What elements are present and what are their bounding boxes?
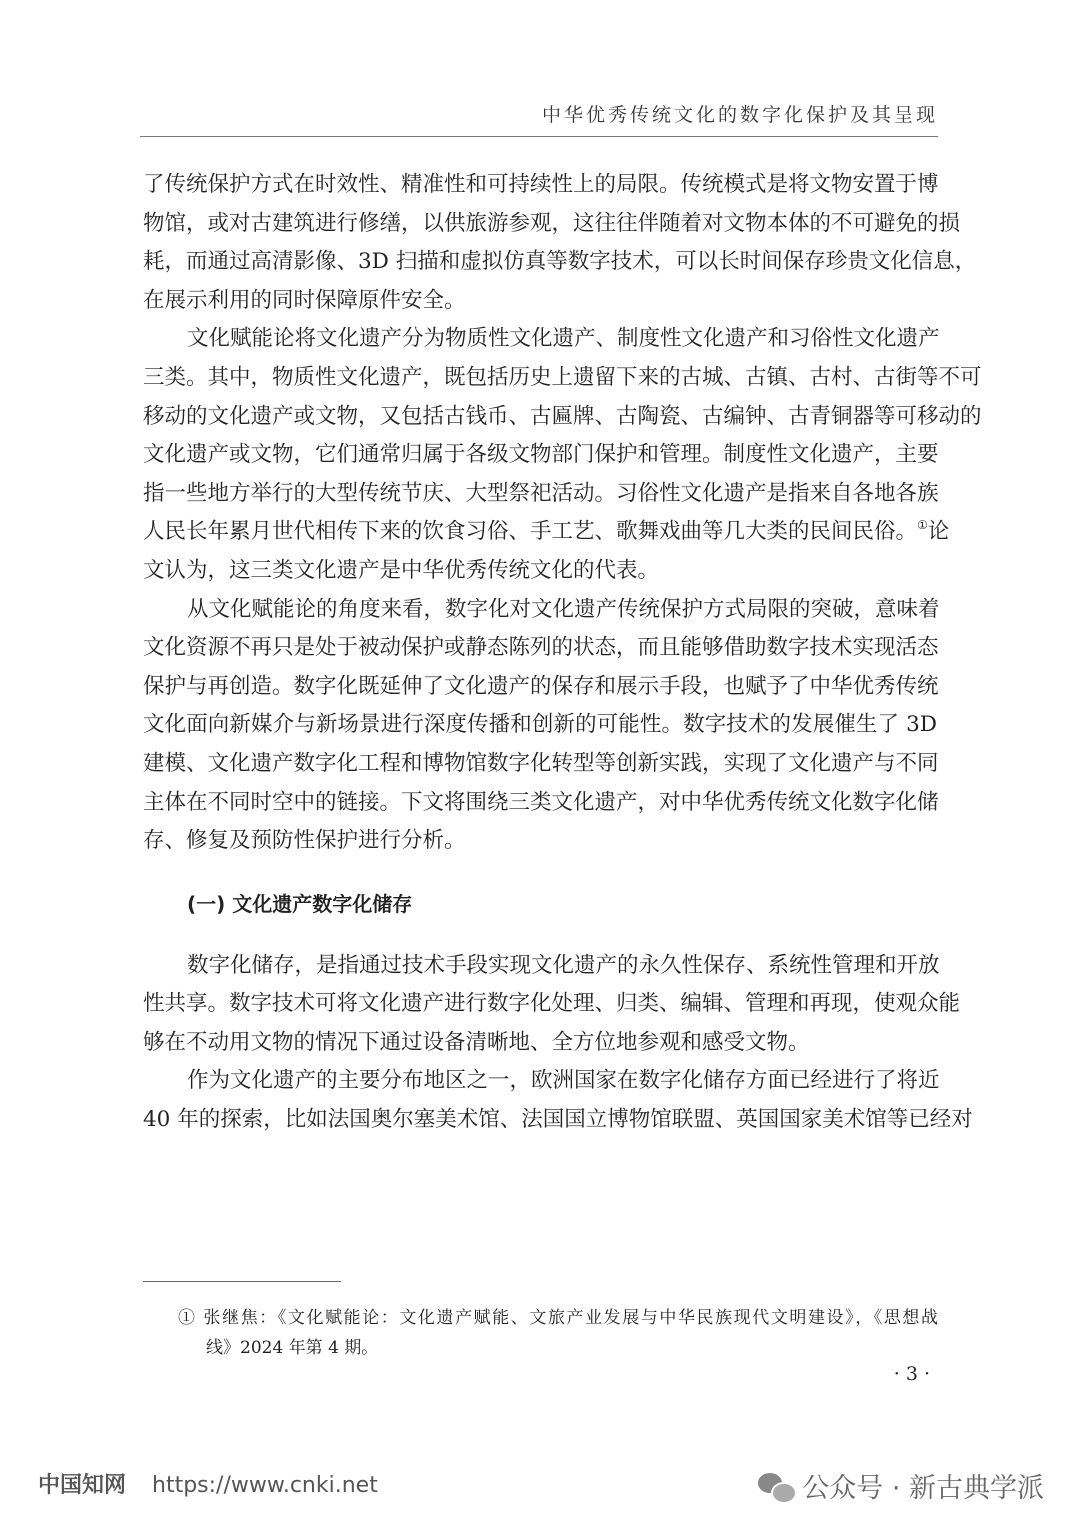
text-line: 在展示利用的同时保障原件安全。 [143,287,466,313]
text-line: 物馆，或对古建筑进行修缮，以供旅游参观，这往往伴随着对文物本体的不可避免的损 [143,210,961,236]
text-line: 建模、文化遗产数字化工程和博物馆数字化转型等创新实践，实现了文化遗产与不同 [143,750,939,776]
running-header: 中华优秀传统文化的数字化保护及其呈现 [541,104,938,126]
line-text: 人民长年累月世代相传下来的饮食习俗、手工艺、歌舞戏曲等几大类的民间民俗。 [143,519,918,545]
text-line: 文认为，这三类文化遗产是中华优秀传统文化的代表。 [143,557,660,583]
text-line: 文化面向新媒介与新场景进行深度传播和创新的可能性。数字技术的发展催生了 3D [143,712,937,738]
header-rule [140,136,938,137]
line-text: 论 [927,519,950,545]
paragraph [143,166,977,320]
wechat-icon [758,1471,794,1501]
text-line: 三类。其中，物质性文化遗产，既包括历史上遗留下来的古城、古镇、古村、古街等不可 [143,364,982,390]
text-line: 了传统保护方式在时效性、精准性和可持续性上的局限。传统模式是将文物安置于博 [143,172,939,197]
text-line: 主体在不同时空中的链接。下文将围绕三类文化遗产，对中华优秀传统文化数字化储 [143,789,939,815]
text-line [143,513,950,552]
page-number: · 3 · [893,1363,930,1385]
paragraph [143,591,940,861]
section-heading: (一) 文化遗产数字化储存 [187,891,413,916]
cnki-brand: 中国知网 [38,1473,127,1498]
paragraph [143,1062,973,1139]
footnote-rule [143,1281,341,1282]
cnki-url: https://www.cnki.net [152,1473,378,1498]
footnote-line: 线》2024 年第 4 期。 [206,1338,379,1358]
footnote-line: ① 张继焦：《文化赋能论：文化遗产赋能、文旅产业发展与中华民族现代文明建设》，《思想战 [178,1308,938,1328]
text-line: 文化赋能论将文化遗产分为物质性文化遗产、制度性文化遗产和习俗性文化遗产 [187,326,940,352]
text-line: 文化资源不再只是处于被动保护或静态陈列的状态，而且能够借助数字技术实现活态 [143,635,939,661]
footnote-ref[interactable]: ① [917,518,928,533]
paragraph [143,947,961,1063]
cnki-watermark [38,1468,378,1499]
wechat-watermark [758,1466,1044,1505]
text-line: 数字化储存，是指通过技术手段实现文化遗产的永久性保存、系统性管理和开放 [187,952,940,978]
body-text [143,166,982,1140]
text-line: 移动的文化遗产或文物，又包括古钱币、古匾牌、古陶瓷、古编钟、古青铜器等可移动的 [143,403,982,429]
text-line: 文化遗产或文物，它们通常归属于各级文物部门保护和管理。制度性文化遗产，主要 [143,442,939,468]
text-line: 40 年的探索，比如法国奥尔塞美术馆、法国国立博物馆联盟、英国国家美术馆等已经对 [143,1107,973,1133]
text-line: 指一些地方举行的大型传统节庆、大型祭祀活动。习俗性文化遗产是指来自各地各族 [143,480,939,506]
text-line: 耗，而通过高清影像、3D 扫描和虚拟仿真等数字技术，可以长时间保存珍贵文化信息， [143,249,977,275]
text-line: 存、修复及预防性保护进行分析。 [143,828,466,854]
text-line: 性共享。数字技术可将文化遗产进行数字化处理、归类、编辑、管理和再现，使观众能 [143,991,961,1017]
text-line: 从文化赋能论的角度来看，数字化对文化遗产传统保护方式局限的突破，意味着 [187,596,940,622]
text-line: 够在不动用文物的情况下通过设备清晰地、全方位地参观和感受文物。 [143,1029,810,1055]
footnote [178,1303,938,1363]
wechat-account: 公众号 · 新古典学派 [802,1473,1044,1504]
text-line: 作为文化遗产的主要分布地区之一，欧洲国家在数字化储存方面已经进行了将近 [187,1068,940,1094]
paragraph [143,320,982,590]
text-line: 保护与再创造。数字化既延伸了文化遗产的保存和展示手段，也赋予了中华优秀传统 [143,673,939,699]
